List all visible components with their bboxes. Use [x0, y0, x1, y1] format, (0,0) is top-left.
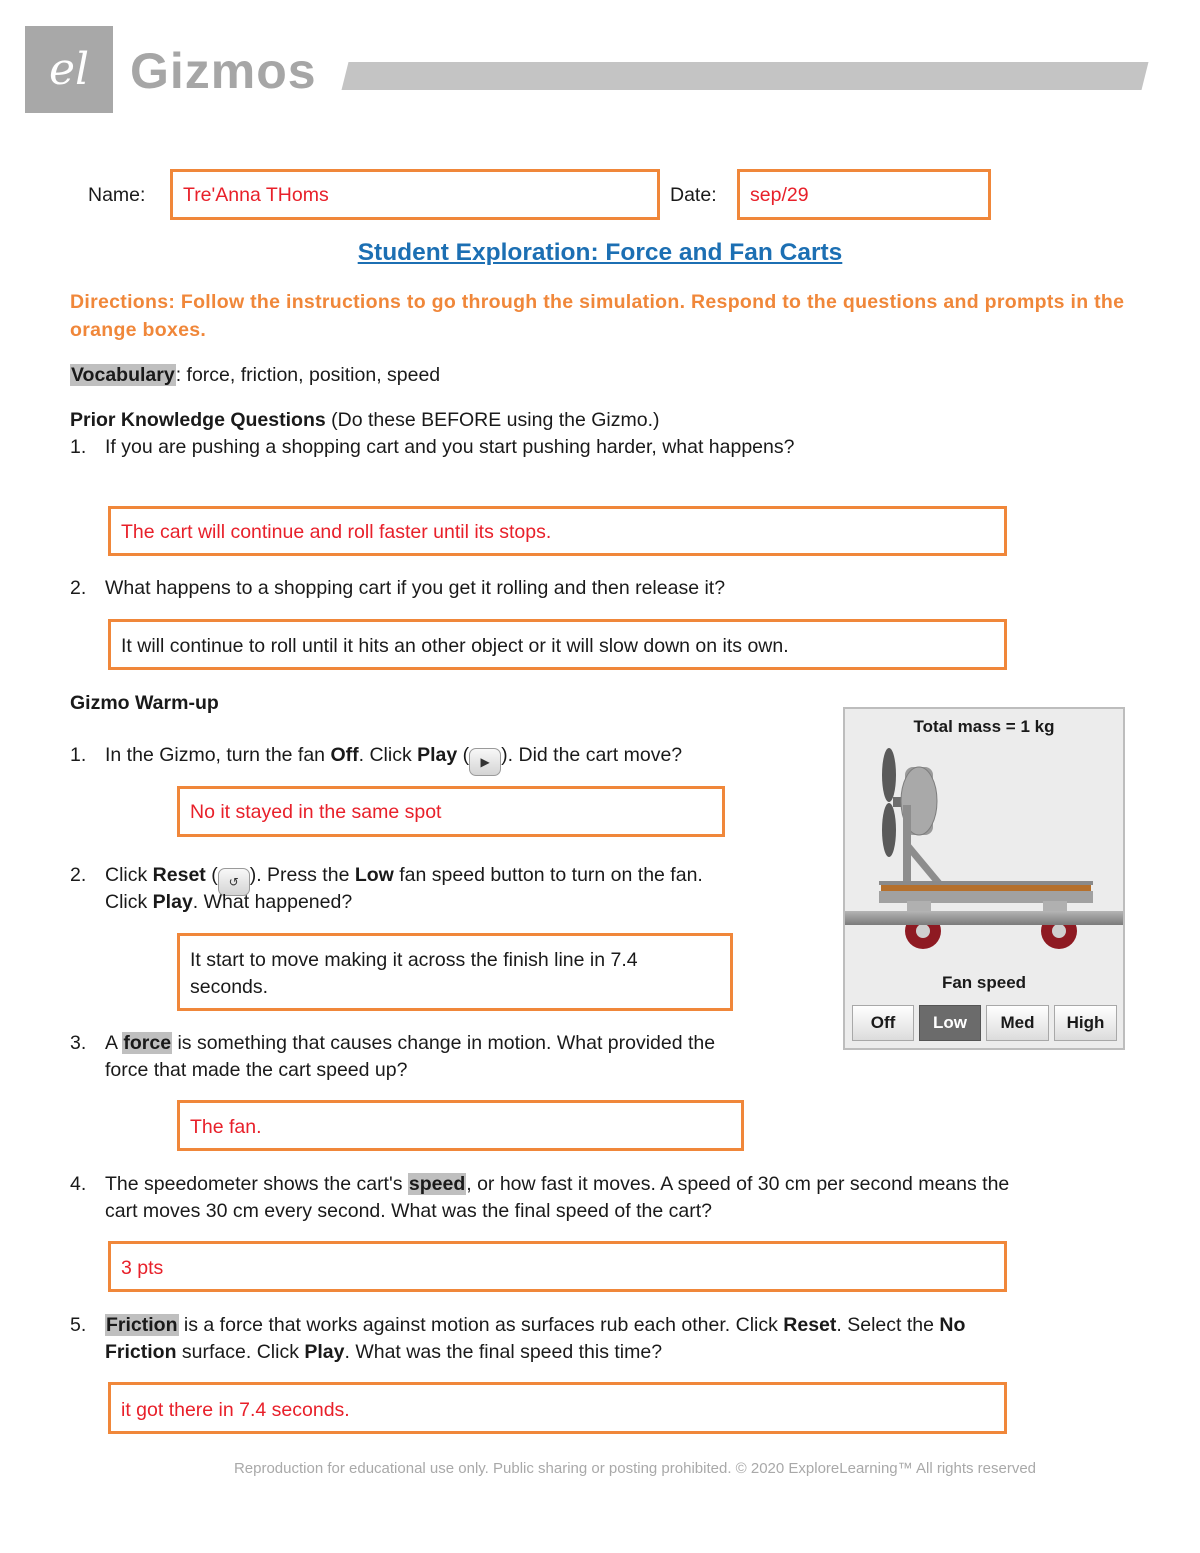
- warmup-q1-number: 1.: [70, 744, 87, 766]
- header-bar: [342, 62, 1149, 90]
- warmup-q1-text: In the Gizmo, turn the fan Off. Click Play ( ▶ ). Did the cart move?: [105, 742, 682, 776]
- warmup-q3-answer-box[interactable]: [177, 1100, 744, 1151]
- vocabulary-terms: : force, friction, position, speed: [175, 364, 441, 386]
- fan-cart-illustration: [847, 745, 1121, 963]
- vocabulary-label: Vocabulary: [71, 364, 175, 386]
- date-field[interactable]: [737, 169, 991, 220]
- explorelearning-logo: el: [48, 44, 90, 95]
- warmup-q4-line2: cart moves 30 cm every second. What was the final speed of the cart?: [105, 1200, 712, 1222]
- warmup-q5-line2: Friction surface. Click Play. What was the final speed this time?: [105, 1341, 663, 1363]
- warmup-q3-line2: force that made the cart speed up?: [105, 1059, 408, 1081]
- warmup-q1-answer: No it stayed in the same spot: [190, 801, 442, 823]
- fan-high-button[interactable]: High: [1054, 1005, 1117, 1041]
- total-mass-label: Total mass = 1 kg: [913, 717, 1055, 736]
- fan-low-button[interactable]: Low: [919, 1005, 981, 1041]
- warmup-q2-answer-box[interactable]: [177, 933, 733, 1011]
- page-title: Student Exploration: Force and Fan Carts: [357, 239, 843, 266]
- warmup-q5-number: 5.: [70, 1314, 87, 1336]
- name-field[interactable]: [170, 169, 660, 220]
- fan-med-button[interactable]: Med: [986, 1005, 1049, 1041]
- warmup-q2-answer-line1: It start to move making it across the finish line in 7.4: [190, 949, 638, 971]
- prior-q2-answer: It will continue to roll until it hits an other object or it will slow down on its own.: [121, 635, 789, 657]
- warmup-q5-line1: Friction is a force that works against motion as surfaces rub each other. Click Reset. Select the No: [106, 1314, 966, 1336]
- warmup-q2-line1: Click Reset ( ↺ ). Press the Low fan speed button to turn on the fan.: [105, 862, 703, 896]
- prior-heading-note: (Do these BEFORE using the Gizmo.): [325, 409, 660, 431]
- prior-q2-number: 2.: [70, 577, 87, 599]
- footer-copyright: Reproduction for educational use only. Public sharing or posting prohibited. © 2020 ExploreLearning™ All rights reserved: [233, 1460, 1037, 1477]
- name-value: Tre'Anna THoms: [183, 184, 329, 206]
- name-label: Name:: [88, 184, 146, 206]
- prior-q2-text: What happens to a shopping cart if you get it rolling and then release it?: [105, 577, 726, 599]
- date-value: sep/29: [750, 184, 809, 206]
- prior-q1-answer: The cart will continue and roll faster until its stops.: [121, 521, 552, 543]
- fan-speed-label: Fan speed: [941, 973, 1027, 992]
- warmup-q3-number: 3.: [70, 1032, 87, 1054]
- warmup-q4-line1: The speedometer shows the cart's speed, or how fast it moves. A speed of 30 cm per second means the: [105, 1173, 1010, 1195]
- prior-heading-bold: Prior Knowledge Questions: [70, 409, 326, 431]
- warmup-q3-answer: The fan.: [190, 1116, 262, 1138]
- date-label: Date:: [670, 184, 717, 206]
- warmup-q2-number: 2.: [70, 864, 87, 886]
- prior-q1-answer-box[interactable]: [108, 506, 1007, 556]
- warmup-q2-line2: Click Play. What happened?: [105, 891, 353, 913]
- vocabulary-line: [70, 362, 440, 389]
- warmup-q3-line1: A force is something that causes change in motion. What provided the: [105, 1032, 716, 1054]
- warmup-q2-answer-line2: seconds.: [190, 976, 269, 998]
- warmup-q5-answer-box[interactable]: [108, 1382, 1007, 1434]
- warmup-q5-answer: it got there in 7.4 seconds.: [121, 1399, 350, 1421]
- warmup-q1-answer-box[interactable]: [177, 786, 725, 837]
- warmup-heading: Gizmo Warm-up: [70, 692, 219, 714]
- prior-q1-number: 1.: [70, 436, 87, 458]
- warmup-q4-answer-box[interactable]: [108, 1241, 1007, 1292]
- fan-off-button[interactable]: Off: [852, 1005, 914, 1041]
- brand-name: Gizmos: [130, 43, 317, 99]
- track: [845, 911, 1123, 925]
- reset-icon: ↺: [218, 868, 250, 896]
- warmup-q4-answer: 3 pts: [121, 1257, 164, 1279]
- prior-q2-answer-box[interactable]: [108, 619, 1007, 670]
- warmup-q4-number: 4.: [70, 1173, 87, 1195]
- prior-q1-text: If you are pushing a shopping cart and you start pushing harder, what happens?: [105, 436, 795, 458]
- directions: Directions: Follow the instructions to go through the simulation. Respond to the questions and prompts in the orange boxes.: [70, 291, 1125, 341]
- play-icon: ▶: [469, 748, 501, 776]
- gizmo-simulation-panel: [843, 707, 1125, 1050]
- prior-knowledge-heading: [70, 407, 660, 434]
